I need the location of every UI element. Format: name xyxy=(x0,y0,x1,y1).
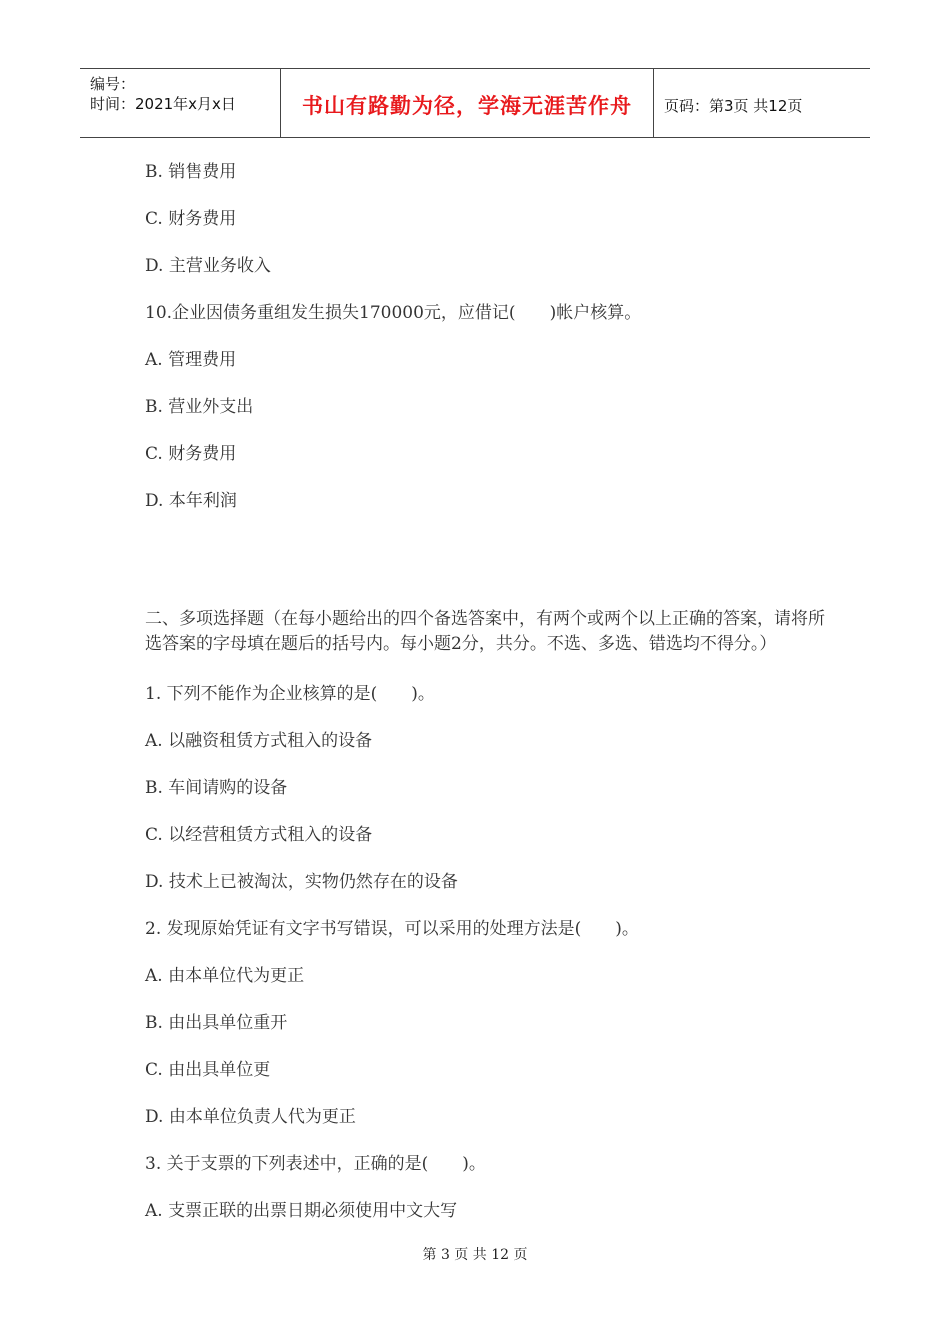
q9-option-d: D. 主营业务收入 xyxy=(145,256,271,276)
mq1-option-b: B. 车间请购的设备 xyxy=(145,778,288,798)
motto-text: 书山有路勤为径，学海无涯苦作舟 xyxy=(302,94,632,118)
q10-option-d: D. 本年利润 xyxy=(145,491,237,511)
time-label: 时间：2021年x月x日 xyxy=(90,95,236,113)
number-label: 编号： xyxy=(90,75,136,93)
document-body xyxy=(145,157,825,1243)
multi-question-1: 1. 下列不能作为企业核算的是( )。 xyxy=(145,684,435,704)
mq2-option-a: A. 由本单位代为更正 xyxy=(145,966,305,986)
q10-option-b: B. 营业外支出 xyxy=(145,397,254,417)
section-2-heading: 二、多项选择题（在每小题给出的四个备选答案中，有两个或两个以上正确的答案，请将所选答案的字母填在题后的括号内。每小题2分，共分。不选、多选、错选均不得分。） xyxy=(145,609,825,654)
question-10: 10.企业因债务重组发生损失170000元，应借记( )帐户核算。 xyxy=(145,303,642,323)
q10-option-a: A. 管理费用 xyxy=(145,350,237,370)
q10-option-c: C. 财务费用 xyxy=(145,444,237,464)
page-footer: 第 3 页 共 12 页 xyxy=(422,1247,528,1263)
mq2-option-b: B. 由出具单位重开 xyxy=(145,1013,288,1033)
header-motto-cell xyxy=(281,69,654,137)
page-header xyxy=(80,68,870,138)
mq1-option-a: A. 以融资租赁方式租入的设备 xyxy=(145,731,373,751)
page-info: 页码：第3页 共12页 xyxy=(664,96,803,115)
mq1-option-d: D. 技术上已被淘汰，实物仍然存在的设备 xyxy=(145,872,458,892)
multi-question-2: 2. 发现原始凭证有文字书写错误，可以采用的处理方法是( )。 xyxy=(145,919,639,939)
mq2-option-c: C. 由出具单位更 xyxy=(145,1060,271,1080)
header-meta-cell xyxy=(80,69,281,137)
mq3-option-a: A. 支票正联的出票日期必须使用中文大写 xyxy=(145,1201,458,1221)
mq2-option-d: D. 由本单位负责人代为更正 xyxy=(145,1107,356,1127)
multi-question-3: 3. 关于支票的下列表述中，正确的是( )。 xyxy=(145,1154,486,1174)
mq1-option-c: C. 以经营租赁方式租入的设备 xyxy=(145,825,373,845)
header-page-cell xyxy=(664,69,870,137)
q9-option-c: C. 财务费用 xyxy=(145,209,237,229)
spacer xyxy=(145,533,825,607)
q9-option-b: B. 销售费用 xyxy=(145,162,237,182)
